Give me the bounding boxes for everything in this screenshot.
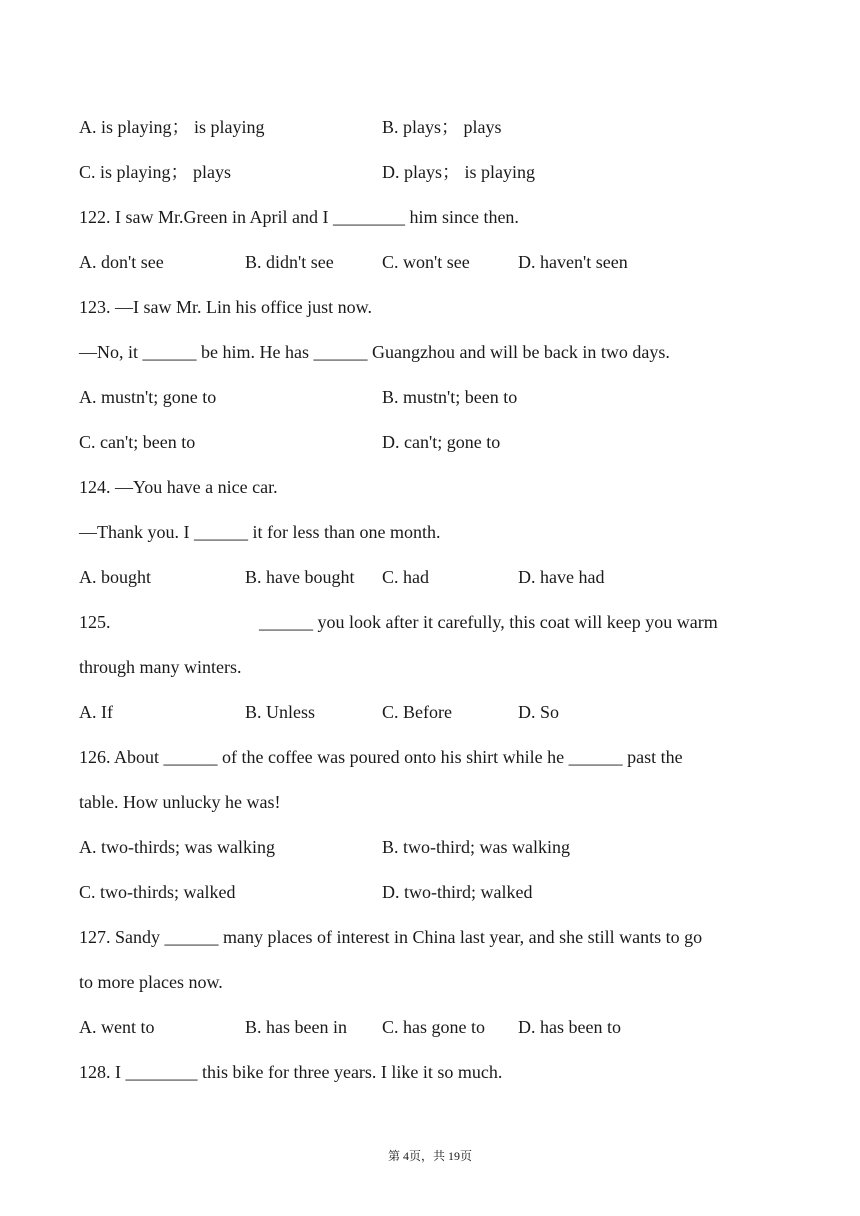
- q121-option-c: C. is playing； plays: [79, 162, 231, 182]
- q127-stem-continued: to more places now.: [79, 972, 223, 992]
- q121-option-b: B. plays； plays: [382, 117, 502, 137]
- q127-option-b: B. has been in: [245, 1017, 347, 1037]
- q123-option-c: C. can't; been to: [79, 432, 196, 452]
- q125-option-c: C. Before: [382, 702, 452, 722]
- q122-stem: 122. I saw Mr.Green in April and I ________ him since then.: [79, 207, 519, 227]
- q123-option-a: A. mustn't; gone to: [79, 387, 217, 407]
- page-number-footer: 第 4页，共 19页: [387, 1149, 472, 1163]
- q121-option-d: D. plays； is playing: [382, 162, 535, 182]
- q122-option-b: B. didn't see: [245, 252, 334, 272]
- q125-stem: ______ you look after it carefully, this coat will keep you warm: [259, 612, 718, 632]
- q123-option-b: B. mustn't; been to: [382, 387, 518, 407]
- q127-option-a: A. went to: [79, 1017, 155, 1037]
- q122-option-d: D. haven't seen: [518, 252, 628, 272]
- q124-stem-reply: —Thank you. I ______ it for less than one month.: [79, 522, 441, 542]
- q122-option-a: A. don't see: [79, 252, 164, 272]
- q126-option-d: D. two-third; walked: [382, 882, 533, 902]
- q127-option-c: C. has gone to: [382, 1017, 485, 1037]
- q123-option-d: D. can't; gone to: [382, 432, 501, 452]
- q125-number: 125.: [79, 612, 111, 632]
- q125-stem-continued: through many winters.: [79, 657, 242, 677]
- q123-stem-reply: —No, it ______ be him. He has ______ Guangzhou and will be back in two days.: [79, 342, 670, 362]
- q125-option-a: A. If: [79, 702, 113, 722]
- q124-option-b: B. have bought: [245, 567, 355, 587]
- q126-option-c: C. two-thirds; walked: [79, 882, 236, 902]
- q124-option-c: C. had: [382, 567, 429, 587]
- q125-option-d: D. So: [518, 702, 560, 722]
- q121-option-a: A. is playing； is playing: [79, 117, 265, 137]
- q126-option-a: A. two-thirds; was walking: [79, 837, 275, 857]
- q123-stem: 123. —I saw Mr. Lin his office just now.: [79, 297, 372, 317]
- q126-stem: 126. About ______ of the coffee was poured onto his shirt while he ______ past the: [79, 747, 683, 767]
- q122-option-c: C. won't see: [382, 252, 470, 272]
- q124-option-a: A. bought: [79, 567, 151, 587]
- q127-option-d: D. has been to: [518, 1017, 621, 1037]
- q125-option-b: B. Unless: [245, 702, 316, 722]
- q126-stem-continued: table. How unlucky he was!: [79, 792, 281, 812]
- q127-stem: 127. Sandy ______ many places of interest in China last year, and she still wants to go: [79, 927, 703, 947]
- q124-option-d: D. have had: [518, 567, 605, 587]
- q126-option-b: B. two-third; was walking: [382, 837, 570, 857]
- q124-stem: 124. —You have a nice car.: [79, 477, 278, 497]
- q128-stem: 128. I ________ this bike for three years. I like it so much.: [79, 1062, 503, 1082]
